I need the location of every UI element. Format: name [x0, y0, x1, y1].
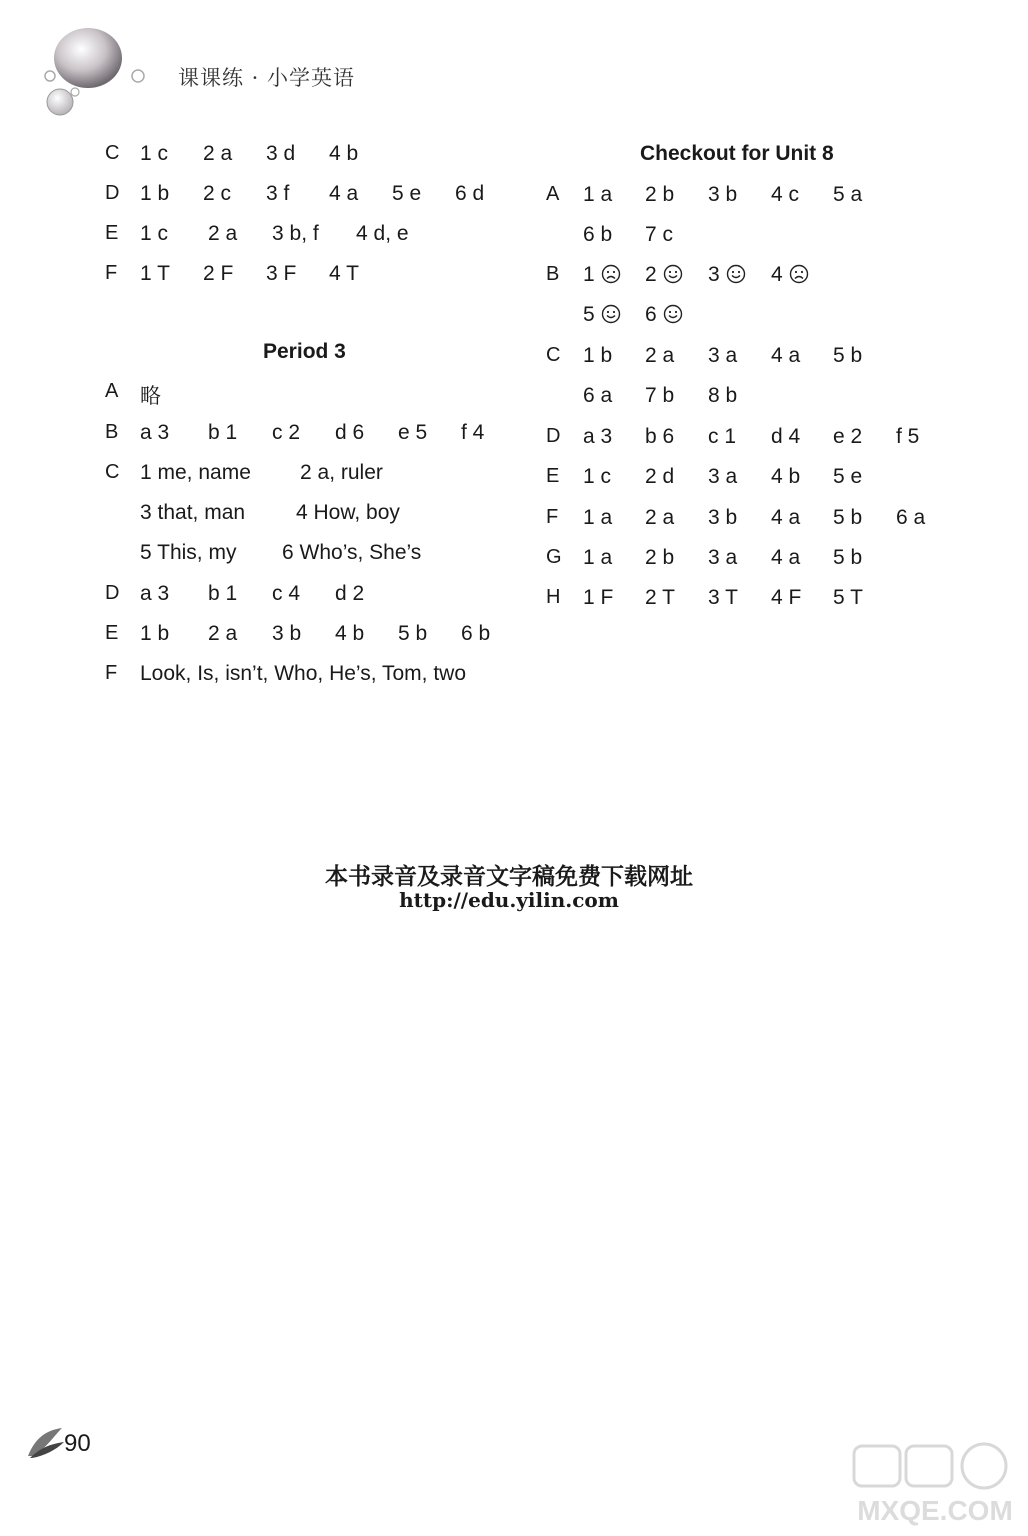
- answer-item: a 3: [140, 582, 170, 605]
- answer-item: e 5: [398, 421, 428, 444]
- question-letter: D: [105, 582, 120, 604]
- answer-item: 5 b: [398, 622, 428, 645]
- smiley-face-icon: [726, 264, 746, 284]
- answer-item: 3 T: [708, 586, 738, 609]
- section-heading-checkout-unit-8: Checkout for Unit 8: [640, 142, 834, 165]
- section-heading-period-3: Period 3: [263, 340, 346, 363]
- question-letter: D: [546, 425, 561, 447]
- question-letter: G: [546, 546, 562, 568]
- answer-item: 4 a: [771, 344, 801, 367]
- question-letter: F: [546, 506, 559, 528]
- answer-item: 3 b: [708, 506, 738, 529]
- svg-text:MXQE.COM: MXQE.COM: [857, 1495, 1013, 1526]
- answer-item: 3 F: [266, 262, 297, 285]
- sad-face-icon: [789, 264, 809, 284]
- answer-item: 2 a: [208, 622, 238, 645]
- answer-item: 2 d: [645, 465, 675, 488]
- answer-item: 2 b: [645, 183, 675, 206]
- answer-item: 4: [771, 263, 809, 287]
- download-url: http://edu.yilin.com: [399, 888, 619, 912]
- leaf-icon: [26, 1426, 66, 1460]
- answer-item: 2: [645, 263, 683, 287]
- answer-item: 6 a: [896, 506, 926, 529]
- answer-item: 3 b, f: [272, 222, 319, 245]
- sad-face-icon: [601, 264, 621, 284]
- answer-item: d 4: [771, 425, 801, 448]
- question-letter: D: [105, 182, 120, 204]
- answer-item: 1 a: [583, 506, 613, 529]
- answer-item: 2 a: [208, 222, 238, 245]
- question-letter: H: [546, 586, 561, 608]
- bubbles-decoration-icon: [38, 20, 148, 120]
- question-letter: E: [105, 222, 119, 244]
- question-letter: A: [546, 183, 560, 205]
- answer-item: f 4: [461, 421, 485, 444]
- answer-item: 1 a: [583, 546, 613, 569]
- smiley-face-icon: [663, 304, 683, 324]
- question-letter: F: [105, 262, 118, 284]
- header-title: 课课练 · 小学英语: [178, 66, 356, 90]
- question-letter: C: [105, 461, 120, 483]
- answer-item: c 1: [708, 425, 737, 448]
- answer-item: 3 f: [266, 182, 290, 205]
- answer-item: 1 a: [583, 183, 613, 206]
- answer-item: b 6: [645, 425, 675, 448]
- answer-item: c 2: [272, 421, 301, 444]
- answer-item: f 5: [896, 425, 920, 448]
- answer-item: b 1: [208, 421, 238, 444]
- answer-item: 3 that, man: [140, 501, 246, 524]
- answer-item: a 3: [140, 421, 170, 444]
- answer-item: 3: [708, 263, 746, 287]
- answer-item: e 2: [833, 425, 863, 448]
- page-number: 90: [64, 1430, 91, 1457]
- answer-item: 3 a: [708, 465, 738, 488]
- answer-item: b 1: [208, 582, 238, 605]
- question-letter: B: [546, 263, 560, 285]
- answer-item: 6 d: [455, 182, 485, 205]
- answer-item: 4 c: [771, 183, 800, 206]
- answer-item: 5 T: [833, 586, 863, 609]
- answer-item: 6 a: [583, 384, 613, 407]
- answer-item: 5 b: [833, 344, 863, 367]
- answer-item: 6 b: [461, 622, 491, 645]
- answer-item: 2 F: [203, 262, 234, 285]
- answer-item: 5 This, my: [140, 541, 237, 564]
- answer-item: d 2: [335, 582, 365, 605]
- answer-item: 8 b: [708, 384, 738, 407]
- answer-item: 5 a: [833, 183, 863, 206]
- answer-item: 7 c: [645, 223, 674, 246]
- smiley-face-icon: [663, 264, 683, 284]
- answer-item: 1 b: [583, 344, 613, 367]
- answer-item: 4 F: [771, 586, 802, 609]
- answer-item: 5 b: [833, 546, 863, 569]
- answer-item: 4 a: [329, 182, 359, 205]
- question-letter: B: [105, 421, 119, 443]
- answer-item: 1 c: [140, 142, 169, 165]
- answer-item: 1 b: [140, 182, 170, 205]
- answer-item: d 6: [335, 421, 365, 444]
- answer-item: 5 e: [392, 182, 422, 205]
- answer-item: 3 d: [266, 142, 296, 165]
- answer-item: 2 a: [203, 142, 233, 165]
- watermark-logo-icon: [850, 1440, 1020, 1530]
- answer-item: 1 F: [583, 586, 614, 609]
- answer-item: 4 a: [771, 506, 801, 529]
- question-letter: A: [105, 380, 119, 402]
- answer-item: 1 c: [140, 222, 169, 245]
- answer-item: 7 b: [645, 384, 675, 407]
- answer-item: 3 a: [708, 546, 738, 569]
- answer-item: 1 c: [583, 465, 612, 488]
- question-letter: E: [105, 622, 119, 644]
- answer-item: 6: [645, 303, 683, 327]
- answer-item: 4 T: [329, 262, 359, 285]
- answer-item: 5 e: [833, 465, 863, 488]
- answer-item: Look, Is, isn’t, Who, He’s, Tom, two: [140, 662, 467, 685]
- answer-item: 5: [583, 303, 621, 327]
- answer-item: 4 How, boy: [296, 501, 400, 524]
- answer-item: 4 d, e: [356, 222, 409, 245]
- answer-item: 4 b: [329, 142, 359, 165]
- answer-item: 1 T: [140, 262, 170, 285]
- answer-item: 2 a, ruler: [300, 461, 383, 484]
- answer-item: 1 b: [140, 622, 170, 645]
- question-letter: C: [546, 344, 561, 366]
- download-notice: 本书录音及录音文字稿免费下载网址: [325, 863, 693, 890]
- answer-item: 1 me, name: [140, 461, 251, 484]
- answer-item: 6 b: [583, 223, 613, 246]
- answer-item: 4 b: [771, 465, 801, 488]
- answer-item: 2 b: [645, 546, 675, 569]
- answer-item: 4 b: [335, 622, 365, 645]
- question-letter: F: [105, 662, 118, 684]
- answer-item: 2 T: [645, 586, 675, 609]
- answer-item: 3 b: [272, 622, 302, 645]
- answer-item: 2 a: [645, 506, 675, 529]
- question-letter: C: [105, 142, 120, 164]
- answer-item: 1: [583, 263, 621, 287]
- answer-item: c 4: [272, 582, 301, 605]
- answer-item: 3 a: [708, 344, 738, 367]
- answer-item: a 3: [583, 425, 613, 448]
- answer-item: 4 a: [771, 546, 801, 569]
- question-letter: E: [546, 465, 560, 487]
- answer-item: 2 a: [645, 344, 675, 367]
- answer-item: 6 Who’s, She’s: [282, 541, 422, 564]
- answer-item: 2 c: [203, 182, 232, 205]
- answer-item: 3 b: [708, 183, 738, 206]
- answer-item: 略: [140, 385, 161, 408]
- answer-item: 5 b: [833, 506, 863, 529]
- smiley-face-icon: [601, 304, 621, 324]
